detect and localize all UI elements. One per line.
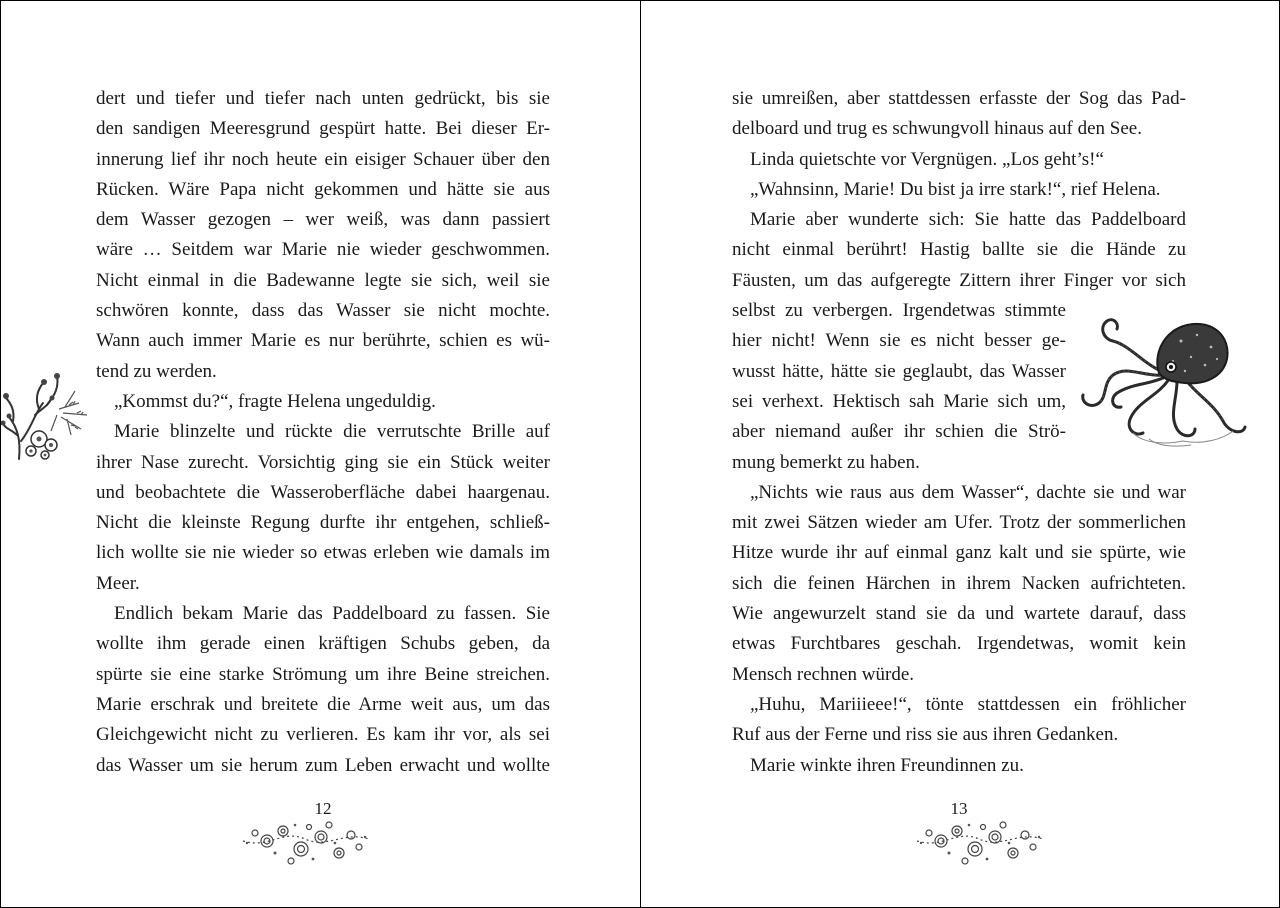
text-line: „Kommst du?“, fragte Helena ungeduldig.: [114, 390, 436, 412]
text-line: Linda quietschte vor Vergnügen. „Los geht’s!“: [750, 148, 1104, 170]
text-line: „Huhu, Mariiieee!“, tönte stattdessen ein fröhlicher: [750, 693, 1186, 715]
text-line: Wann auch immer Marie es nur berührte, schien es wü-: [96, 330, 550, 352]
text-line: Nicht die kleinste Regung durfte ihr entgehen, schließ-: [96, 512, 550, 534]
text-line: mit zwei Sätzen wieder am Ufer. Trotz der sommerlichen: [732, 512, 1186, 534]
text-line: Nicht einmal in die Badewanne legte sie sich, weil sie: [96, 269, 550, 291]
text-line: Marie winkte ihren Freundinnen zu.: [750, 754, 1024, 776]
text-line: Endlich bekam Marie das Paddelboard zu fassen. Sie: [114, 603, 550, 625]
text-line: tend zu werden.: [96, 360, 217, 382]
text-line: Marie blinzelte und rückte die verrutschte Brille auf: [114, 421, 550, 443]
coral-illustration-icon: [1, 369, 93, 461]
text-line: schwören konnte, dass das Wasser sie nicht mochte.: [96, 300, 550, 322]
text-line: nicht einmal berührt! Hastig ballte sie die Hände zu: [732, 239, 1186, 261]
text-line: etwas Furchtbares geschah. Irgendetwas, womit kein: [732, 633, 1186, 655]
text-line: sich die feinen Härchen in ihrem Nacken aufrichteten.: [732, 572, 1186, 594]
text-line: wusst hätte, hätte sie geglaubt, das Wasser: [732, 360, 1066, 382]
text-line: Mensch rechnen würde.: [732, 663, 915, 685]
text-line: dert und tiefer und tiefer nach unten gedrückt, bis sie: [96, 88, 550, 109]
bubble-ornament-icon: [913, 819, 1047, 867]
text-line: aber niemand außer ihr schien die Strö-: [732, 421, 1066, 443]
octopus-illustration-icon: [1073, 305, 1249, 451]
text-line: das Wasser um sie herum zum Leben erwacht und wollte: [96, 754, 550, 776]
bubble-ornament-icon: [239, 819, 373, 867]
text-line: spürte sie eine starke Strömung um ihre Beine streichen.: [96, 663, 550, 685]
text-line: und beobachtete die Wasseroberfläche dabei haargenau.: [96, 481, 550, 503]
text-line: Marie erschrak und breitete die Arme weit aus, um das: [96, 693, 550, 715]
text-line: Wie angewurzelt stand sie da und wartete darauf, dass: [732, 603, 1186, 625]
text-line: Marie aber wunderte sich: Sie hatte das Paddelboard: [750, 209, 1186, 231]
text-line: Hitze wurde ihr auf einmal ganz kalt und sie spürte, wie: [732, 542, 1186, 564]
text-line: Ruf aus der Ferne und riss sie aus ihren Gedanken.: [732, 724, 1119, 746]
text-line: dem Wasser gezogen – wer weiß, was dann passiert: [96, 209, 550, 231]
text-line: hier nicht! Wenn sie es nicht besser ge-: [732, 330, 1066, 352]
text-line: wollte ihm gerade einen kräftigen Schubs geben, da: [96, 633, 550, 655]
text-line: „Wahnsinn, Marie! Du bist ja irre stark!“, rief Helena.: [750, 178, 1161, 200]
text-line: Meer.: [96, 572, 140, 594]
text-line: „Nichts wie raus aus dem Wasser“, dachte sie und war: [750, 481, 1186, 503]
left-page: [1, 1, 640, 907]
text-line: selbst zu verbergen. Irgendetwas stimmte: [732, 300, 1066, 322]
text-line: lich wollte sie nie wieder so etwas erleben wie damals im: [96, 542, 550, 564]
text-line: Rücken. Wäre Papa nicht gekommen und hätte sie aus: [96, 178, 550, 200]
page-number: 12: [314, 799, 332, 818]
text-line: mung bemerkt zu haben.: [732, 451, 920, 473]
left-page-text: [96, 84, 550, 781]
text-line: sie umreißen, aber stattdessen erfasste der Sog das Pad-: [732, 88, 1186, 109]
page-number: 13: [950, 799, 968, 818]
text-line: delboard und trug es schwungvoll hinaus auf den See.: [732, 118, 1142, 140]
text-line: ihrer Nase zurecht. Vorsichtig ging sie ein Stück weiter: [96, 451, 550, 473]
text-line: sei verhext. Hektisch sah Marie sich um,: [732, 390, 1066, 412]
text-line: Fäusten, um das aufgeregte Zittern ihrer Finger vor sich: [732, 269, 1186, 291]
right-page: [641, 1, 1280, 907]
text-line: wäre … Seitdem war Marie nie wieder geschwommen.: [96, 239, 550, 261]
text-line: den sandigen Meeresgrund gespürt hatte. Bei dieser Er-: [96, 118, 550, 140]
text-line: Gleichgewicht nicht zu verlieren. Es kam ihr vor, als sei: [96, 724, 550, 746]
text-line: innerung lief ihr noch heute ein eisiger Schauer über den: [96, 148, 550, 170]
